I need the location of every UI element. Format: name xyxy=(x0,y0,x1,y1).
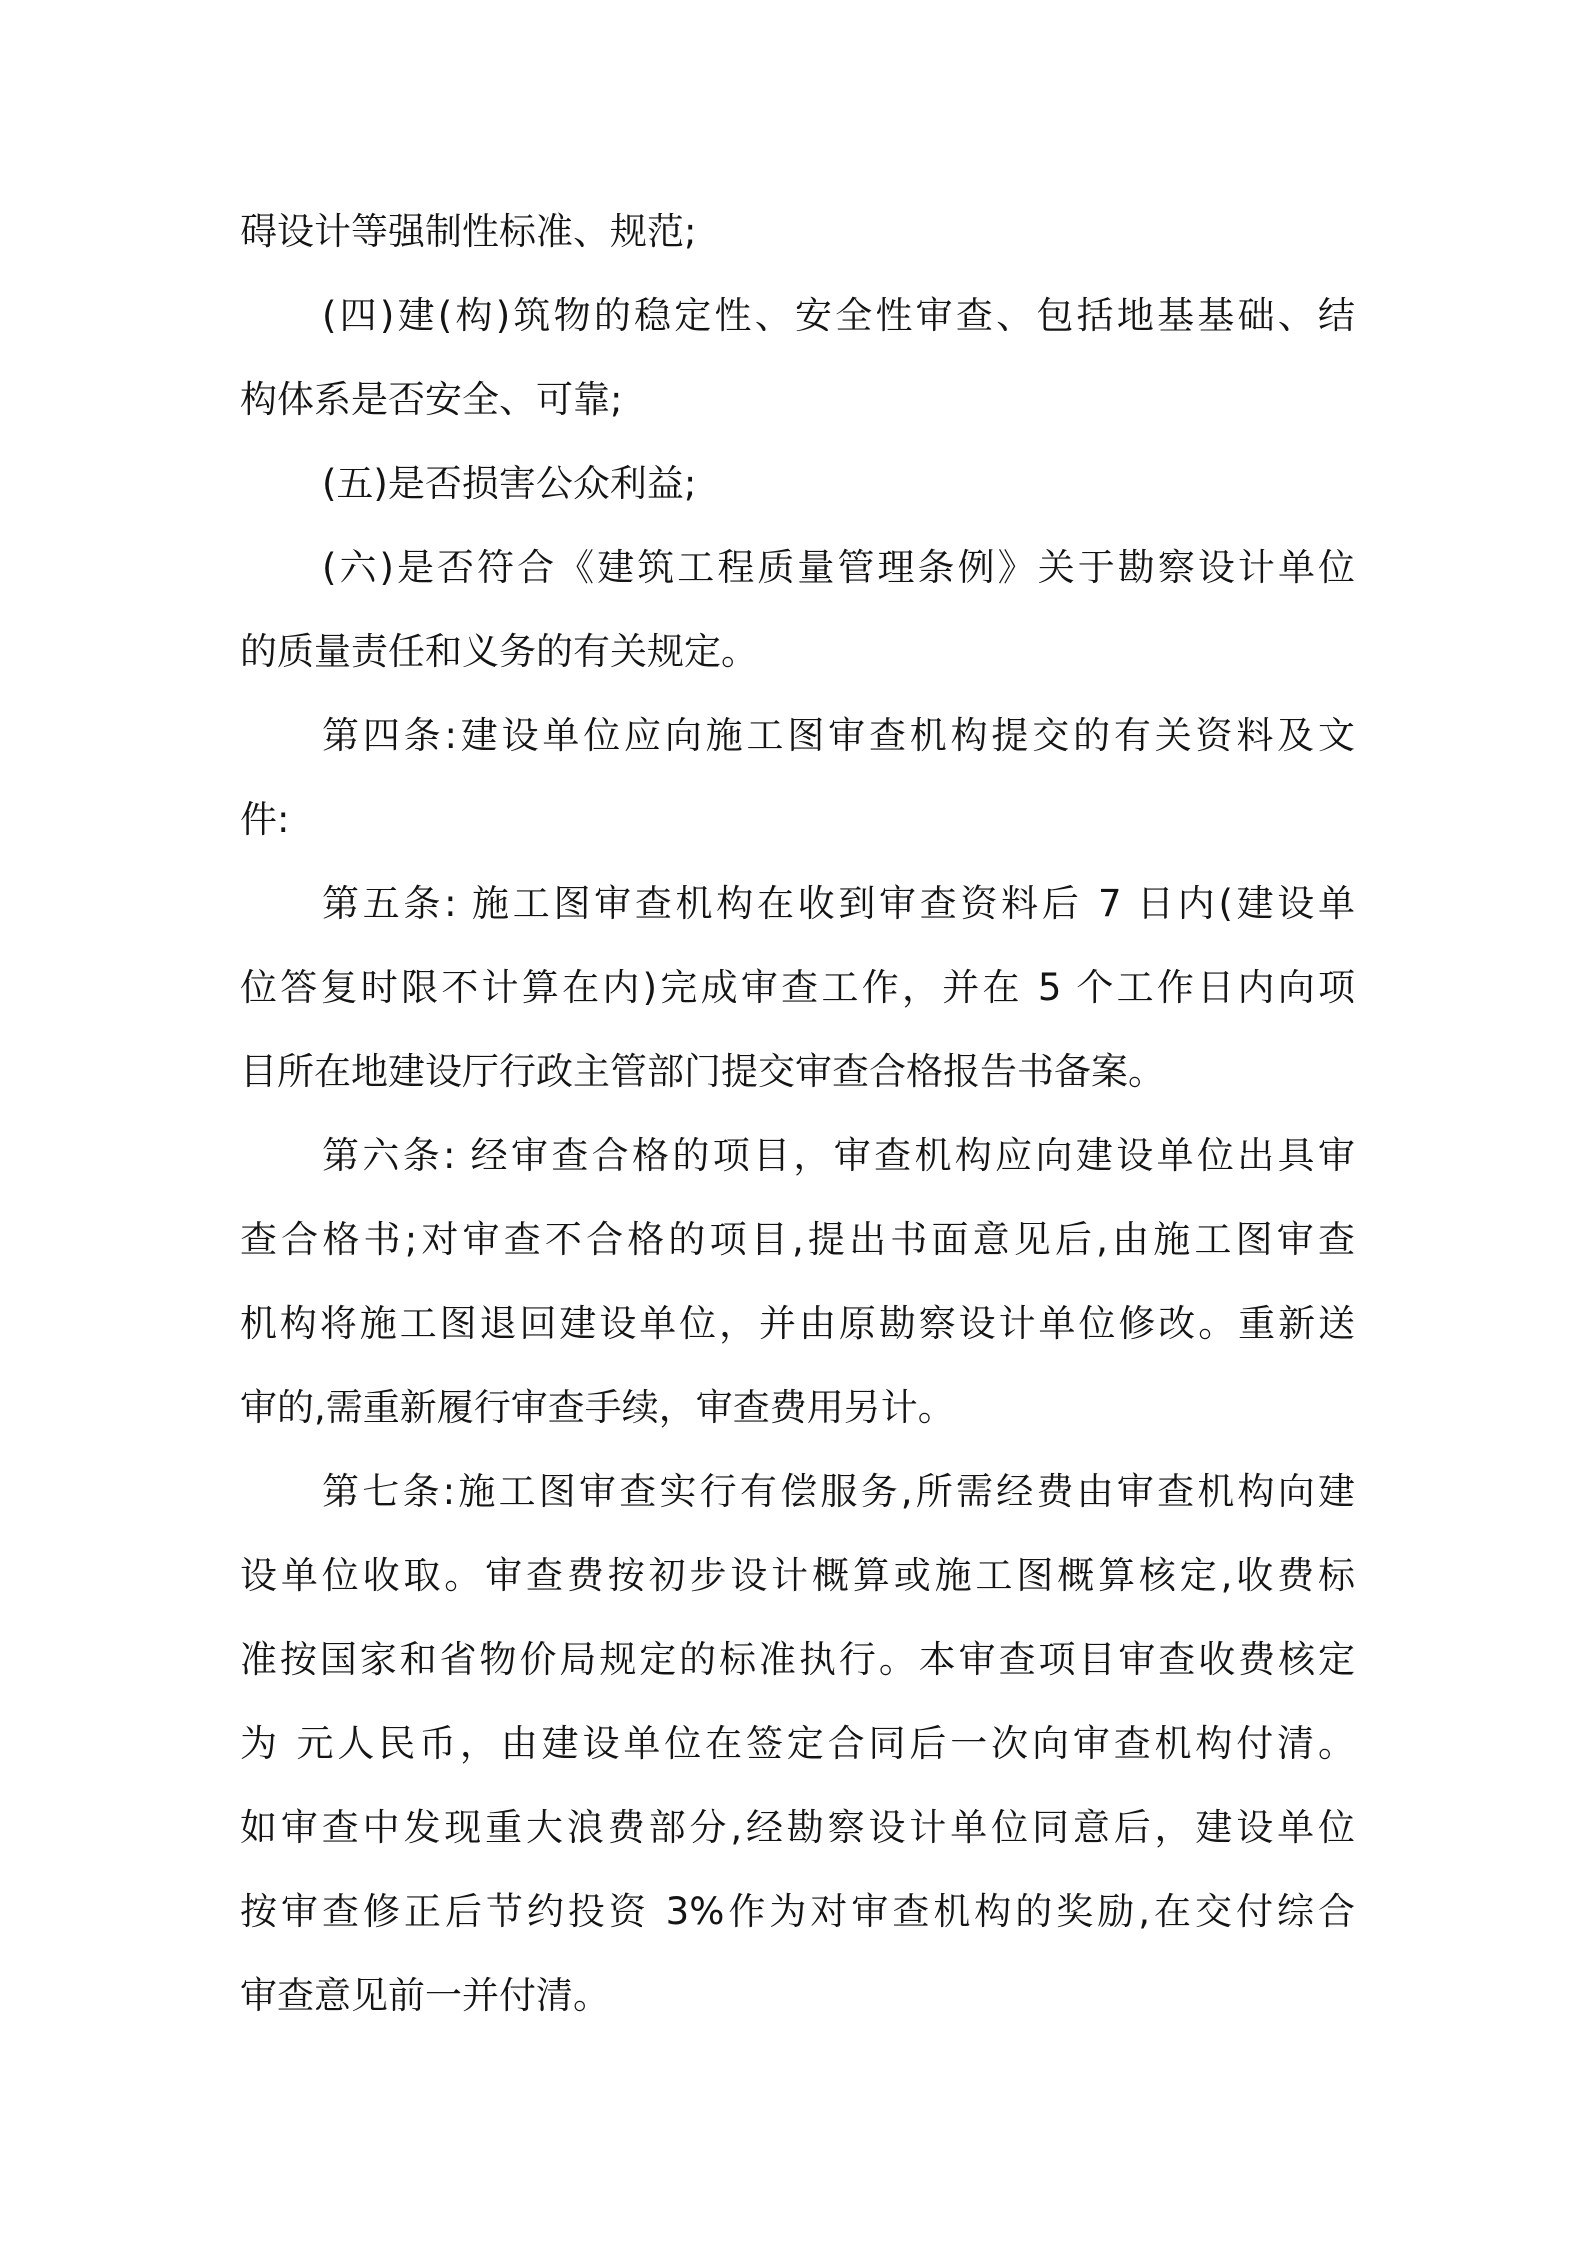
document-body xyxy=(240,190,1355,2038)
text-line: 查合格书;对审查不合格的项目,提出书面意见后,由施工图审查 xyxy=(240,1218,1355,1261)
text-line: 准按国家和省物价局规定的标准执行。本审查项目审查收费核定 xyxy=(240,1638,1355,1681)
text-line: 件: xyxy=(240,798,290,841)
text-line: 的质量责任和义务的有关规定。 xyxy=(240,630,758,673)
text-line: 如审查中发现重大浪费部分,经勘察设计单位同意后，建设单位 xyxy=(240,1806,1355,1849)
text-line: 第六条: 经审查合格的项目，审查机构应向建设单位出具审 xyxy=(322,1134,1355,1177)
text-line: (五)是否损害公众利益; xyxy=(322,462,697,505)
text-line: 机构将施工图退回建设单位，并由原勘察设计单位修改。重新送 xyxy=(240,1302,1355,1345)
text-line: 构体系是否安全、可靠; xyxy=(240,378,623,421)
text-line: 设单位收取。审查费按初步设计概算或施工图概算核定,收费标 xyxy=(240,1554,1355,1597)
text-line: (六)是否符合《建筑工程质量管理条例》关于勘察设计单位 xyxy=(322,546,1355,589)
text-line: (四)建(构)筑物的稳定性、安全性审查、包括地基基础、结 xyxy=(322,294,1355,337)
text-line: 第七条:施工图审查实行有偿服务,所需经费由审查机构向建 xyxy=(322,1470,1355,1513)
text-line: 审查意见前一并付清。 xyxy=(240,1974,610,2017)
text-line: 目所在地建设厅行政主管部门提交审查合格报告书备案。 xyxy=(240,1050,1165,1093)
text-line: 第五条: 施工图审查机构在收到审查资料后 7 日内(建设单 xyxy=(322,882,1355,925)
text-line: 审的,需重新履行审查手续，审查费用另计。 xyxy=(240,1386,955,1429)
text-line: 碍设计等强制性标准、规范; xyxy=(240,210,697,253)
text-line: 第四条:建设单位应向施工图审查机构提交的有关资料及文 xyxy=(322,714,1355,757)
text-line: 按审查修正后节约投资 3%作为对审查机构的奖励,在交付综合 xyxy=(240,1890,1355,1933)
text-line: 位答复时限不计算在内)完成审查工作，并在 5 个工作日内向项 xyxy=(240,966,1355,1009)
text-line: 为 元人民币，由建设单位在签定合同后一次向审查机构付清。 xyxy=(240,1722,1355,1765)
